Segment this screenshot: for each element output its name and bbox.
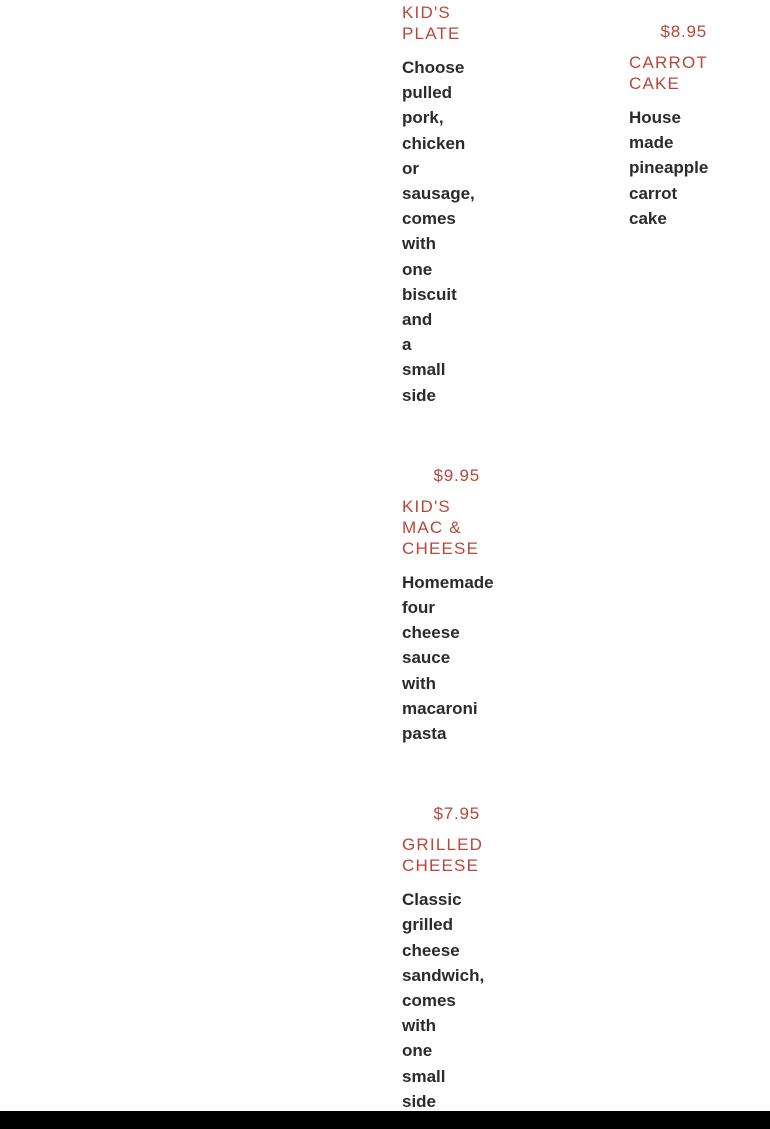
item-description: Choose pulled pork, chicken or sausage, comes with one biscuit and a small side <box>402 58 475 405</box>
item-name: GRILLED CHEESE <box>402 835 484 876</box>
menu-item-kids-mac-cheese <box>402 465 494 746</box>
item-price: $8.95 <box>660 22 707 41</box>
menu-item-grilled-cheese <box>402 803 488 1114</box>
item-price: $7.95 <box>433 804 480 824</box>
item-name: KID'S MAC & CHEESE <box>402 496 480 558</box>
menu-item-carrot-cake <box>629 0 715 231</box>
item-description: Classic grilled cheese sandwich, comes with one small side <box>402 890 485 1111</box>
item-price: $9.95 <box>433 465 480 485</box>
kids-menu-column <box>402 0 494 1114</box>
menu-item-kids-plate <box>402 0 488 408</box>
item-name: KID'S PLATE <box>402 3 461 43</box>
footer-bar <box>0 1111 770 1129</box>
item-description: House made pineapple carrot cake <box>629 108 709 228</box>
item-description: Homemade four cheese sauce with macaroni pasta <box>402 572 494 744</box>
desserts-menu-column <box>629 0 715 231</box>
item-name: CARROT CAKE <box>629 53 708 93</box>
